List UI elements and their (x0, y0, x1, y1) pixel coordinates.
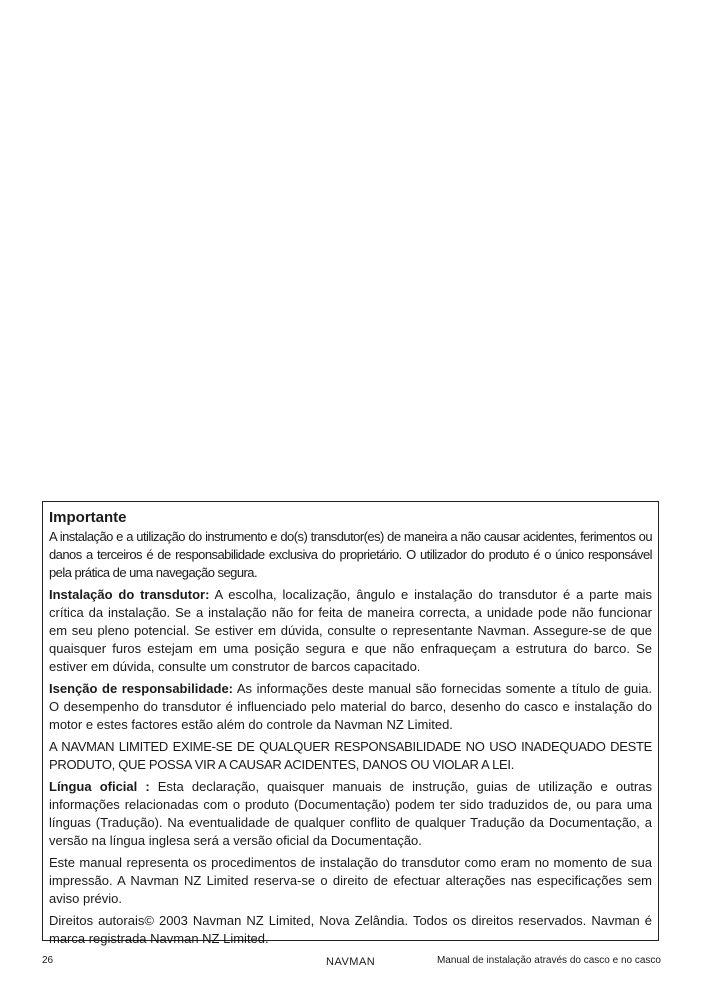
installation-label: Instalação do transdutor: (49, 587, 210, 602)
liability-paragraph: A NAVMAN LIMITED EXIME-SE DE QUALQUER RESPONSABILIDADE NO USO INADEQUADO DESTE PRODUTO, QUE POSSA VIR A CAUSAR ACIDENTES, DANOS OU VIOLAR A LEI. (49, 739, 652, 772)
manual-title: Manual de instalação através do casco e no casco (436, 955, 661, 966)
revision-paragraph: Este manual representa os procedimentos de instalação do transdutor como eram no momento de sua impressão. A Navman NZ Limited reserva-se o direito de efectuar alterações nas especificações sem aviso prévio. (49, 855, 652, 906)
disclaimer-paragraph (49, 680, 652, 734)
installation-text: A escolha, localização, ângulo e instalação do transdutor é a parte mais crítica da instalação. Se a instalação não for feita de maneira correcta, a unidade pode não funcionar em seu pleno potencial. Se estiver em dúvida, consulte o representante Navman. Assegure-se de que quaisquer furos estejam em uma posição segura e que não enfraqueçam a estrutura do barco. Se estiver em dúvida, consulte um construtor de barcos capacitado. (49, 587, 652, 674)
installation-paragraph (49, 586, 652, 676)
page-number: 26 (42, 955, 54, 966)
language-text: Esta declaração, quaisquer manuais de instrução, guias de utilização e outras informações relacionadas com o produto (Documentação) podem ter sido traduzidos de, ou para uma línguas (Tradução). Na eventualidade de qualquer conflito de qualquer Tradução da Documentação, a versão na língua inglesa será a versão oficial da Documentação. (49, 779, 652, 848)
important-notice-box (42, 501, 659, 946)
copyright-paragraph: Direitos autorais© 2003 Navman NZ Limited, Nova Zelândia. Todos os direitos reservados. Navman é marca registrada Navman NZ Limited. (49, 913, 652, 946)
language-label: Língua oficial : (49, 779, 150, 794)
disclaimer-label: Isenção de responsabilidade: (49, 681, 234, 696)
page-footer (0, 953, 703, 969)
notice-title: Importante (49, 509, 127, 526)
disclaimer-text: As informações deste manual são fornecidas somente a título de guia. O desempenho do transdutor é influenciado pelo material do barco, desenho do casco e instalação do motor e estes factores estão além do controle da Navman NZ Limited. (49, 681, 653, 732)
intro-paragraph: A instalação e a utilização do instrumento e do(s) transdutor(es) de maneira a não causar acidentes, ferimentos ou danos a terceiros é de responsabilidade exclusiva do proprietário. O utilizador do produto é o único responsável pela prática de uma navegação segura. (49, 529, 652, 580)
navman-logo: NAVMAN (326, 956, 376, 968)
language-paragraph (49, 778, 652, 850)
